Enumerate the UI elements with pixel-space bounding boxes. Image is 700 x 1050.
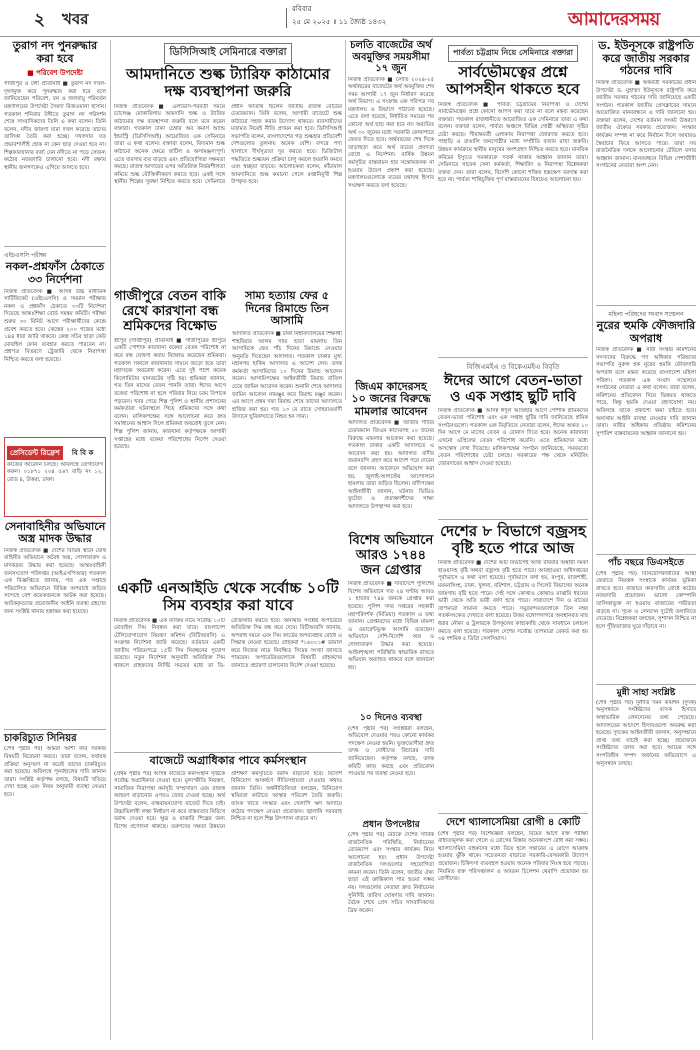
kicker: মহিলা পরিষদের সংবাদ সম্মেলন [608,310,684,318]
section-name: খবর [62,10,89,28]
article-body: নিজস্ব প্রতিবেদক ■ সারাদেশে পুলিশের বিশেষ অভিযানে গত ২৪ ঘণ্টায় আরও ১ হাজার ৭৪৪ জনকে গ্রেপ্তার করা হয়েছে। পুলিশ সদর দপ্তরের সহকারী মহাপরিদর্শক (মিডিয়া) গতকাল এ তথ্য জানান। গ্রেপ্তারদের মধ্যে বিভিন্ন মামলা ও ওয়ারেন্টভুক্ত আসামি রয়েছেন। অভিযানে দেশি-বিদেশি অস্ত্র ও গোলাবারুদ উদ্ধার করা হয়েছে। আইনশৃঙ্খলা পরিস্থিতি স্বাভাবিক রাখতে অভিযান অব্যাহত থাকবে বলে জানানো হয়। [348,581,434,671]
divider [596,554,696,555]
header-divider [286,8,287,28]
headline: সেনাবাহিনীর অভিযানে অস্ত্র মাদক উদ্ধার [4,519,106,546]
river-story [4,40,106,243]
ad-body: কাজের আবেদন চলছে। অবিলম্বে যোগাযোগ করুন। ০১৮৭১ ২৩৪ ৫৬৭ বাড়ি নং ১২, রোড ৪, উত্তরা, ঢাকা। [7,461,103,483]
headline: বিশেষ অভিযানে আরও ১৭৪৪ জন গ্রেপ্তার [348,533,434,579]
article-body: (শেষ পৃষ্ঠার পর) বিশেষজ্ঞরা বলছেন, বিয়ের আগে রক্ত পরীক্ষা বাধ্যতামূলক করা গেলে এ রোগের বিস্তার অনেকাংশে রোধ করা সম্ভব। থ্যালাসেমিয়া বাহকদের মধ্যে বিয়ে হলে সন্তানের এ রোগে আক্রান্ত হওয়ার ঝুঁকি থাকে। সচেতনতা বাড়াতে সরকারি-বেসরকারি উদ্যোগ প্রয়োজন। চিকিৎসা ব্যয়বহুল হওয়ায় অনেক পরিবার নিঃস্ব হয়ে পড়ছে। নিয়মিত রক্ত পরিসঞ্চালন ও আয়রন চিলেশন থেরাপি প্রয়োজন হয় রোগীদের। [438,830,588,883]
headline: পাঁচ বছরে ডিএসইতে [608,558,684,569]
article-body: আদালত প্রতিবেদক ■ জাতীয় পার্টির চেয়ারম্যান জিএম কাদেরসহ ১০ জনের বিরুদ্ধে মামলার আবেদন করা হয়েছে। গতকাল ঢাকার একটি আদালতে এ আবেদন করা হয়। আদালত বাদীর জবানবন্দি গ্রহণ করে আদেশ পরে দেবেন বলে জানান। আবেদনে অভিযোগ করা হয়, জুলাই-আগস্টের আন্দোলনে হামলায় তারা জড়িত ছিলেন। বাদীপক্ষের আইনজীবী জানান, ঘটনার ভিডিও ফুটেজ ও প্রত্যক্ষদর্শীদের সাক্ষ্য আদালতে উপস্থাপন করা হবে। [348,420,434,510]
headline: নুরের হুমকি ফৌজদারি অপরাধ [596,318,696,345]
article-body: নিজস্ব প্রতিবেদক ■ চলতি ২০২৪-২৫ অর্থবছরের বাজেটের অর্থ অবমুক্তির শেষ সময় আগামী ১৭ জুন নির্ধারণ করেছে অর্থ বিভাগ। এ সংক্রান্ত এক পরিপত্র সব মন্ত্রণালয় ও বিভাগে পাঠানো হয়েছে। এতে বলা হয়েছে, নির্ধারিত সময়ের পর কোনো অর্থ ছাড় করা হবে না। অব্যয়িত অর্থ ৩০ জুনের মধ্যে সরকারি কোষাগারে ফেরত দিতে হবে। অর্থবছরের শেষ দিকে তাড়াহুড়া করে অর্থ ব্যয়ের প্রবণতা রোধে এ নির্দেশনা। বার্ষিক উন্নয়ন কর্মসূচির বাস্তবায়ন হার সন্তোষজনক না হওয়ায় উদ্বেগ প্রকাশ করা হয়েছে। মন্ত্রণালয়গুলোকে ব্যয়ের যথাযথ হিসাব সংরক্ষণ করতে বলা হয়েছে। [348,76,434,189]
masthead [0,0,700,37]
headline: ১০ দিনেও ব্যবস্থা [359,713,423,724]
samya-story [232,290,342,599]
article-body: নিজস্ব প্রতিবেদক ■ আসন্ন ঈদুল আজহার আগে পোশাক শ্রমিকদের বেতন-ভাতা পরিশোধ এবং এক সপ্তাহ ছুটির দাবি জানিয়েছে শ্রমিক সংগঠনগুলো। গতকাল এক বিবৃতিতে নেতারা বলেন, ঈদের অন্তত ১০ দিন আগে মে মাসের বেতন ও বোনাস দিতে হবে। অনেক কারখানা এখনো এপ্রিলের বেতন পরিশোধ করেনি। এতে শ্রমিকদের মধ্যে অসন্তোষ দেখা দিয়েছে। মালিকপক্ষের সংগঠন জানিয়েছে, সময়মতো বেতন পরিশোধের চেষ্টা চলছে। সরকারের পক্ষ থেকে মনিটরিং জোরদারের আশ্বাস দেওয়া হয়েছে। [438,407,588,467]
ad-title: প্রেসিডেন্ট রিফ্রেশ [7,446,63,460]
headline: নকল-প্রশ্নফাঁস ঠেকাতে ৩৩ নির্দেশনা [5,260,105,286]
article-body: নিজস্ব প্রতিবেদক ■ অন্তর্বর্তী সরকারের প্রধান উপদেষ্টা ড. মুহাম্মদ ইউনূসকে রাষ্ট্রপতি করে জাতীয় সরকার গঠনের দাবি জানিয়েছে একটি সংগঠন। গতকাল জাতীয় প্রেসক্লাবের সামনে আয়োজিত মানববন্ধনে এ দাবি জানানো হয়। বক্তারা বলেন, দেশের বর্তমান সংকট উত্তরণে জাতীয় ঐক্যের সরকার প্রয়োজন। সংস্কার কার্যক্রম সম্পন্ন না করে নির্বাচন দিলে আবারও স্বৈরাচার ফিরে আসতে পারে। তারা সব রাজনৈতিক দলকে আলোচনার টেবিলে বসার আহ্বান জানান। মানববন্ধনে বিভিন্ন পেশাজীবী সংগঠনের নেতারা অংশ নেন। [596,79,696,170]
kicker: পার্বত্য চট্টগ্রাম নিয়ে সেমিনারে বক্তারা [448,45,578,62]
army-story [4,521,106,726]
article-body: নিজস্ব প্রতিবেদক ■ এলডিসি-পরবর্তী সময়ে চ্যালেঞ্জ মোকাবিলায় আমদানি শুল্ক ও ট্যারিফ কাঠামোর দক্ষ ব্যবস্থাপনা জরুরি বলে মনে করেন বক্তারা। গতকাল ঢাকা চেম্বার অব কমার্স অ্যান্ড ইন্ডাস্ট্রি (ডিসিসিআই) আয়োজিত এক সেমিনারে তারা এ কথা বলেন। বক্তারা বলেন, বিদ্যমান শুল্ক কাঠামো অনেক ক্ষেত্রে জটিল ও অসামঞ্জস্যপূর্ণ। এতে ব্যবসার ব্যয় বাড়ছে এবং প্রতিযোগিতা সক্ষমতা কমছে। রাজস্ব আদায়ের ওপর অতিরিক্ত নির্ভরশীলতা কমিয়ে শুল্ক যৌক্তিকীকরণ করতে হবে। একই সঙ্গে স্থানীয় শিল্পের সুরক্ষা নিশ্চিত করতে হবে। সেমিনারে প্রধান অতিথি ছিলেন জাতীয় রাজস্ব বোর্ডের চেয়ারম্যান। তিনি বলেন, আগামী বাজেটে শুল্ক কাঠামো সহজ করার উদ্যোগ থাকবে। ব্যবসায়ীদের মতামত নিয়েই নীতি প্রণয়ন করা হবে। ডিসিসিআই সভাপতি বলেন, বাংলাদেশের গড় শুল্কহার প্রতিবেশী দেশগুলোর তুলনায় অনেক বেশি। বন্দরে পণ্য খালাসে দীর্ঘসূত্রতা দূর করতে হবে। ডিজিটাল পদ্ধতিতে শুল্কায়ন প্রক্রিয়া চালু করলে হয়রানি কমবে এবং স্বচ্ছতা বাড়বে। আলোচকরা বলেন, কাঁচামাল আমদানিতে শুল্ক কমানো গেলে রপ্তানিমুখী শিল্প উপকৃত হবে। [114,103,342,186]
article-body: আদালত প্রতিবেদক ■ ঢাকা বিশ্ববিদ্যালয়ের শিক্ষার্থী শাহরিয়ার আলম সাম্য হত্যা মামলায় তিন আসামিকে ফের পাঁচ দিনের রিমান্ডে নেওয়ার অনুমতি দিয়েছেন আদালত। গতকাল ঢাকার মুখ্য মহানগর হাকিম আদালত এ আদেশ দেন। তদন্ত কর্মকর্তা আসামিদের ১০ দিনের রিমান্ড আবেদন করেন। আসামিপক্ষের আইনজীবী রিমান্ড বাতিল চেয়ে জামিন আবেদন করেন। শুনানি শেষে আদালত জামিন আবেদন নামঞ্জুর করে রিমান্ড মঞ্জুর করেন। এর আগে প্রথম দফা রিমান্ড শেষে তাদের আদালতে হাজির করা হয়। গত ১৩ মে রাতে সোহরাওয়ার্দী উদ্যানে ছুরিকাঘাতে নিহত হন সাম্য। [232,330,342,421]
headline: একটি এনআইডি থেকে সর্বোচ্চ ১০টি সিম ব্যবহার করা যাবে [117,579,339,615]
hsc-story [4,250,106,432]
headline: দেশে থ্যালাসেমিয়া রোগী ৪ কোটি [445,817,581,829]
divider [4,729,106,730]
article-body: (শেষ পৃষ্ঠার পর) আমরা আশা করি সরকার বিষয়টি বিবেচনা করবে। তারা বলেন, যথাযথ প্রক্রিয়া অনুসরণ না করেই তাদের চাকরিচ্যুত করা হয়েছে। অবিলম্বে পুনর্বহালের দাবি জানান তারা। সংশ্লিষ্ট কর্তৃপক্ষ বলছে, বিষয়টি খতিয়ে দেখা হচ্ছে এবং নিয়ম অনুযায়ী ব্যবস্থা নেওয়া হবে। [4,746,106,798]
headline: ঈদের আগে বেতন-ভাতা ও এক সপ্তাহ ছুটি দাবি [444,372,582,405]
divider [438,813,588,814]
article-body: নিজস্ব প্রতিবেদক ■ পার্বত্য চট্টগ্রামের নিরাপত্তা ও দেশের সার্বভৌমত্বের প্রশ্নে কোনো আপস করা যাবে না বলে মন্তব্য করেছেন বক্তারা। গতকাল রাজধানীতে আয়োজিত এক সেমিনারে তারা এ কথা বলেন। বক্তারা বলেন, পার্বত্য অঞ্চলে বিভিন্ন গোষ্ঠী অস্থিরতা সৃষ্টির চেষ্টা করছে। সীমান্তবর্তী এলাকায় নিরাপত্তা জোরদার করতে হবে। পাহাড়ি ও বাঙালি জনগোষ্ঠীর মধ্যে সম্প্রীতি বজায় রাখা জরুরি। উন্নয়ন কার্যক্রমে স্থানীয় মানুষের অংশগ্রহণ নিশ্চিত করতে হবে। মানবিক করিডর ইস্যুতে সরকারকে সতর্ক থাকার আহ্বান জানান তারা। সেমিনারে সাবেক সেনা কর্মকর্তা, শিক্ষাবিদ ও নিরাপত্তা বিশ্লেষকরা বক্তব্য দেন। তারা বলেন, বিদেশি কোনো শক্তির হস্তক্ষেপ বরদাস্ত করা হবে না। পার্বত্য শান্তিচুক্তির পূর্ণ বাস্তবায়নের বিষয়েও আলোচনা হয়। [438,101,588,184]
column-divider [110,40,111,1040]
headline: মুন্নী সাহা সংশ্লিষ্ট [616,687,676,698]
divider [438,519,588,520]
divider [596,684,696,685]
left-column [4,40,106,924]
issue-day: রবিবার [292,5,312,13]
article-body: (প্রথম পৃষ্ঠার পর) আসন্ন বাজেটে কর্মসংস্থান সৃষ্টিকে সর্বোচ্চ অগ্রাধিকার দেওয়া হবে। মূল্যস্ফীতি নিয়ন্ত্রণ, সামাজিক নিরাপত্তা কর্মসূচি সম্প্রসারণ এবং রাজস্ব আহরণ বাড়ানোর ওপরও জোর দেওয়া হচ্ছে। অর্থ উপদেষ্টা বলেন, বাস্তবায়নযোগ্য বাজেট দিতে চাই। উচ্চাভিলাষী লক্ষ্য নির্ধারণ না করে বাস্তবতার নিরিখে বরাদ্দ দেওয়া হবে। ক্ষুদ্র ও মাঝারি শিল্পের জন্য বিশেষ প্রণোদনা থাকছে। তরুণদের দক্ষতা উন্নয়নে প্রশিক্ষণ কর্মসূচিতে বরাদ্দ বাড়ানো হবে। বিদেশি বিনিয়োগ আকর্ষণে নীতিসহায়তা দেওয়ার কথাও জানান তিনি। অর্থনীতিবিদরা বলছেন, বিনিয়োগ স্থবিরতা কাটাতে আস্থার পরিবেশ তৈরি জরুরি। ব্যাংক খাতে সংস্কার এবং খেলাপি ঋণ আদায়ে কঠোর পদক্ষেপ নেওয়া প্রয়োজন। জ্বালানি সরবরাহ নিশ্চিত না হলে শিল্প উৎপাদন বাড়বে না। [114,770,342,830]
article-body: শ্রীপুর (গাজীপুর) প্রতিনিধি ■ গাজীপুরের শ্রীপুরে একটি পোশাক কারখানা বকেয়া বেতন পরিশোধ না করে বন্ধ ঘোষণা করায় বিক্ষোভ করেছেন শ্রমিকরা। গতকাল সকালে কারখানার সামনে জড়ো হয়ে তারা মহাসড়ক অবরোধ করেন। এতে দুই পাশে কয়েক কিলোমিটার যানজটের সৃষ্টি হয়। শ্রমিকরা জানান, গত তিন মাসের বেতন পাননি তারা। ঈদের আগে বকেয়া পরিশোধ না হলে পরিবার নিয়ে চরম বিপাকে পড়বেন। খবর পেয়ে শিল্প পুলিশ ও স্থানীয় প্রশাসনের কর্মকর্তারা ঘটনাস্থলে গিয়ে শ্রমিকদের সঙ্গে কথা বলেন। মালিকপক্ষের সঙ্গে আলোচনা করে দ্রুত সমাধানের আশ্বাস দিলে শ্রমিকরা অবরোধ তুলে নেন। শিল্প পুলিশ জানায়, কারখানা কর্তৃপক্ষকে আগামী সপ্তাহের মধ্যে বকেয়া পরিশোধের নির্দেশ দেওয়া হয়েছে। [114,337,226,451]
article-body: নিজস্ব প্রতিবেদক ■ এক ব্যক্তির নামে সর্বোচ্চ ১০টি মোবাইল সিম নিবন্ধন করা যাবে। বাংলাদেশ টেলিযোগাযোগ নিয়ন্ত্রণ কমিশন (বিটিআরসি) এ সংক্রান্ত নির্দেশনা জারি করেছে। বর্তমানে একটি জাতীয় পরিচয়পত্রে ১৫টি সিম নিবন্ধনের সুযোগ রয়েছে। নতুন নির্দেশনা অনুযায়ী অতিরিক্ত সিম থাকলে গ্রাহকদের নির্দিষ্ট সময়ের মধ্যে তা ডি-রেজিস্টার করতে হবে। অন্যথায় সংশ্লিষ্ট অপারেটর অতিরিক্ত সিম বন্ধ করে দেবে। বিটিআরসি জানায়, অপরাধ দমনে এবং সিম কার্ডের অপব্যবহার রোধে এ সিদ্ধান্ত নেওয়া হয়েছে। গ্রাহকরা *১৬০০১# ডায়াল করে নিজের নামে নিবন্ধিত সিমের সংখ্যা জানতে পারবেন। অপারেটরগুলোকে বিষয়টি গ্রাহকদের জানাতে প্রচারণা চালানোর নির্দেশ দেওয়া হয়েছে। [114,617,342,670]
kicker: ডিসিসিআই সেমিনারে বক্তারা [164,43,291,64]
headline: জিএম কাদেরসহ ১০ জনের বিরুদ্ধে মামলার আবেদন [351,379,431,418]
headline: সার্বভৌমত্বের প্রশ্নে আপসহীন থাকতে হবে [446,63,580,99]
col4 [348,40,434,962]
lead-story [114,40,342,280]
headline: ড. ইউনূসকে রাষ্ট্রপতি করে জাতীয় সরকার গঠনের দাবি [598,39,694,78]
column-divider [345,40,346,400]
divider [596,305,696,306]
kicker: এইচএসসি পরীক্ষা [4,252,47,260]
headline: বাজেটে অগ্রাধিকার পাবে কর্মসংস্থান [149,754,307,767]
article-body: নিজস্ব প্রতিবেদক ■ আসন্ন উচ্চ মাধ্যমিক সার্টিফিকেট (এইচএসসি) ও সমমান পরীক্ষায় নকল ও প্রশ্নফাঁস ঠেকাতে ৩৩টি নির্দেশনা দিয়েছে আন্তঃশিক্ষা বোর্ড সমন্বয় কমিটি। পরীক্ষা শুরুর ৩০ মিনিট আগে পরীক্ষার্থীদের কেন্দ্রে প্রবেশ করতে হবে। কেন্দ্রের ২০০ গজের মধ্যে ১৪৪ ধারা জারি থাকবে। কেন্দ্র সচিব ছাড়া কেউ মোবাইল ফোন ব্যবহার করতে পারবেন না। প্রশ্নপত্র বিতরণে ট্রেজারি থেকে নিরাপত্তা নিশ্চিত করতে বলা হয়েছে। [4,288,106,363]
headline: দেশের ৮ বিভাগে বজ্রসহ বৃষ্টি হতে পারে আজ [440,521,586,557]
newspaper-logo: আমাদেরসময় [568,9,660,30]
headline: চলতি বাজেটের অর্থ অবমুক্তির সময়সীমা ১৭ জুন [350,40,432,74]
column-divider [592,40,593,1040]
wage-story [114,290,226,598]
classified-ad [4,437,106,517]
headline: প্রধান উপদেষ্টার [362,819,420,830]
page-number: ২ [34,10,46,30]
article-body: (শেষ পৃষ্ঠার পর) সংশ্লিষ্টরা বলছেন, অভিযোগ দেওয়ার পরও কোনো কার্যকর পদক্ষেপ নেওয়া হয়নি। ভুক্তভোগীরা দ্রুত তদন্ত ও দোষীদের বিচারের দাবি জানিয়েছেন। কর্তৃপক্ষ বলছে, তদন্ত কমিটি কাজ করছে এবং প্রতিবেদন পাওয়ার পর ব্যবস্থা নেওয়া হবে। [348,725,434,778]
article-body: নিজস্ব প্রতিবেদক ■ নারী সংস্কার কমিশনের সদস্যদের বিরুদ্ধে গণ অধিকার পরিষদের সভাপতি নুরুল হক নুরের হুমকি ফৌজদারি অপরাধ বলে মন্তব্য করেছে বাংলাদেশ মহিলা পরিষদ। গতকাল এক সংবাদ সম্মেলনে সংগঠনের নেতারা এ কথা বলেন। তারা বলেন, কমিশনের প্রতিবেদন নিয়ে ভিন্নমত থাকতে পারে, কিন্তু হুমকি দেওয়া গ্রহণযোগ্য নয়। অবিলম্বে তাকে প্রকাশ্যে ক্ষমা চাইতে হবে। অন্যথায় আইনি ব্যবস্থা নেওয়ার দাবি জানান তারা। নারীর অধিকার প্রতিষ্ঠায় কমিশনের সুপারিশ বাস্তবায়নের আহ্বান জানানো হয়। [596,347,696,437]
divider [114,752,342,753]
article-body: (শেষ পৃষ্ঠার পর) বিনিয়োগকারীদের আস্থা ফেরাতে নিয়ন্ত্রক সংস্থাকে কার্যকর ভূমিকা রাখতে হবে। বাজারে কারসাজি রোধে কঠোর নজরদারি প্রয়োজন। ভালো কোম্পানি তালিকাভুক্ত না হওয়ায় বাজারের গভীরতা বাড়ছে না। সূচক ও লেনদেন দুটোই তলানিতে নেমেছে। বিশ্লেষকরা বলছেন, সুশাসন নিশ্চিত না হলে পুঁজিবাজার ঘুরে দাঁড়াবে না। [596,570,696,630]
headline: সাম্য হত্যায় ফের ৫ দিনের রিমান্ডে তিন আসামি [245,289,329,328]
ad-code: বি বি ক [71,448,94,457]
headline-line2: দক্ষ ব্যবস্থাপনা জরুরি [164,82,292,101]
article-body: গাজীপুর ও টঙ্গী প্রতিনিধি ■ তুরাগ নদ দখল-দূষণমুক্ত করে পুনরুদ্ধার করা হবে বলে জানিয়েছেন পরিবেশ, বন ও জলবায়ু পরিবর্তন মন্ত্রণালয়ের উপদেষ্টা সৈয়দা রিজওয়ানা হাসান। গতকাল শনিবার টঙ্গীতে তুরাগ নদ পরিদর্শন শেষে সাংবাদিকদের তিনি এ কথা বলেন। তিনি বলেন, নদীর জায়গা যারা দখল করেছে তাদের তালিকা তৈরি করা হচ্ছে। দখলদার যত প্রভাবশালীই হোক না কেন ছাড় দেওয়া হবে না। শিল্পকারখানার বর্জ্য যেন নদীতে না পড়ে সেজন্য কঠোর নজরদারি চালানো হবে। নদী রক্ষায় স্থানীয় জনগণকেও এগিয়ে আসতে হবে। [4,81,106,171]
issue-date: ২৫ মে ২০২৫ ॥ ১১ জ্যৈষ্ঠ ১৪৩২ [292,18,387,26]
headline: চাকরিচ্যুত সিনিয়র [4,732,77,744]
headline: গাজীপুরে বেতন বাকি রেখে কারখানা বন্ধ শ্রমিকদের বিক্ষোভ [114,289,226,334]
divider [4,246,106,247]
sim-story [114,580,342,750]
article-body: নিজস্ব প্রতিবেদক ■ দেশের বিভিন্ন স্থানে যৌথ বাহিনীর অভিযানে অবৈধ অস্ত্র, গোলাবারুদ ও মাদকদ্রব্য উদ্ধার করা হয়েছে। আন্তঃবাহিনী জনসংযোগ পরিদপ্তর (আইএসপিআর) গতকাল এক বিজ্ঞপ্তিতে জানায়, গত এক সপ্তাহে পরিচালিত অভিযানে বিভিন্ন অপরাধে জড়িত সন্দেহে বেশ কয়েকজনকে আটক করা হয়েছে। আটককৃতদের প্রয়োজনীয় আইনি ব্যবস্থা গ্রহণের জন্য সংশ্লিষ্ট থানায় হস্তান্তর করা হয়েছে। [4,547,106,615]
kicker: বিজিএমইএ ও বিকেএমইএ বিবৃতি [466,362,560,371]
article-body: (শেষ পৃষ্ঠার পর) দুর্নীতি দমন কমিশন (দুদক) অনুসন্ধানে সংশ্লিষ্টদের ব্যাংক হিসাবে অস্বাভাবিক লেনদেনের তথ্য পেয়েছে। আদালতের আদেশে হিসাবগুলো অবরুদ্ধ করা হয়েছে। দুদকের আইনজীবী জানান, অনুসন্ধানে প্রাপ্ত তথ্য যাচাই করা হচ্ছে। প্রয়োজনে সংশ্লিষ্টদের তলব করা হবে। আয়ের সঙ্গে সংগতিহীন সম্পদ অর্জনের অভিযোগে এ অনুসন্ধান চলছে। [596,699,696,767]
headline-line1: আমদানিতে শুল্ক ট্যারিফ কাঠামোর [126,65,330,83]
budget-story [114,752,342,1041]
article-body: নিজস্ব প্রতিবেদক ■ দেশের আট বিভাগেই আজ রবিবার অস্থায়ী দমকা হাওয়াসহ বৃষ্টি অথবা বজ্রসহ বৃষ্টি হতে পারে। আবহাওয়া অধিদপ্তরের পূর্বাভাসে এ কথা বলা হয়েছে। পূর্বাভাসে বলা হয়, রংপুর, রাজশাহী, ময়মনসিংহ, ঢাকা, খুলনা, বরিশাল, চট্টগ্রাম ও সিলেট বিভাগের অনেক জায়গায় বৃষ্টি হতে পারে। সেই সঙ্গে কোথাও কোথাও মাঝারি ধরনের ভারী থেকে অতি ভারী বর্ষণ হতে পারে। সারাদেশে দিন ও রাতের তাপমাত্রা সামান্য কমতে পারে। সমুদ্রবন্দরগুলোকে তিন নম্বর সতর্কসংকেত দেখাতে বলা হয়েছে। উত্তর বঙ্গোপসাগরে অবস্থানরত মাছ ধরার নৌকা ও ট্রলারকে উপকূলের কাছাকাছি থেকে সাবধানে চলাচল করতে বলা হয়েছে। গতকাল দেশের সর্বোচ্চ তাপমাত্রা রেকর্ড করা হয় ৩৪ দশমিক ৫ ডিগ্রি সেলসিয়াস। [438,560,588,643]
headline: তুরাগ নদ পুনরুদ্ধার করা হবে [12,39,98,65]
right-column [596,40,696,1030]
col5 [438,40,588,983]
article-body: (শেষ পৃষ্ঠার পর) বৈঠকে দেশের সার্বিক রাজনৈতিক পরিস্থিতি, নির্বাচনের রোডম্যাপ এবং সংস্কার কার্যক্রম নিয়ে আলোচনা হয়। প্রধান উপদেষ্টা রাজনৈতিক দলগুলোর সহযোগিতা কামনা করেন। তিনি বলেন, জাতীয় ঐক্য ছাড়া এই ক্রান্তিকাল পার হওয়া সম্ভব নয়। দলগুলোর নেতারা দ্রুত নির্বাচনের সুনির্দিষ্ট তারিখ ঘোষণার দাবি জানান। বৈঠক শেষে প্রেস সচিব সাংবাদিকদের ব্রিফ করেন। [348,831,434,914]
senior-story [4,733,106,925]
byline: ■ পরিবেশ উপদেষ্টা [27,69,83,78]
divider [438,357,588,358]
